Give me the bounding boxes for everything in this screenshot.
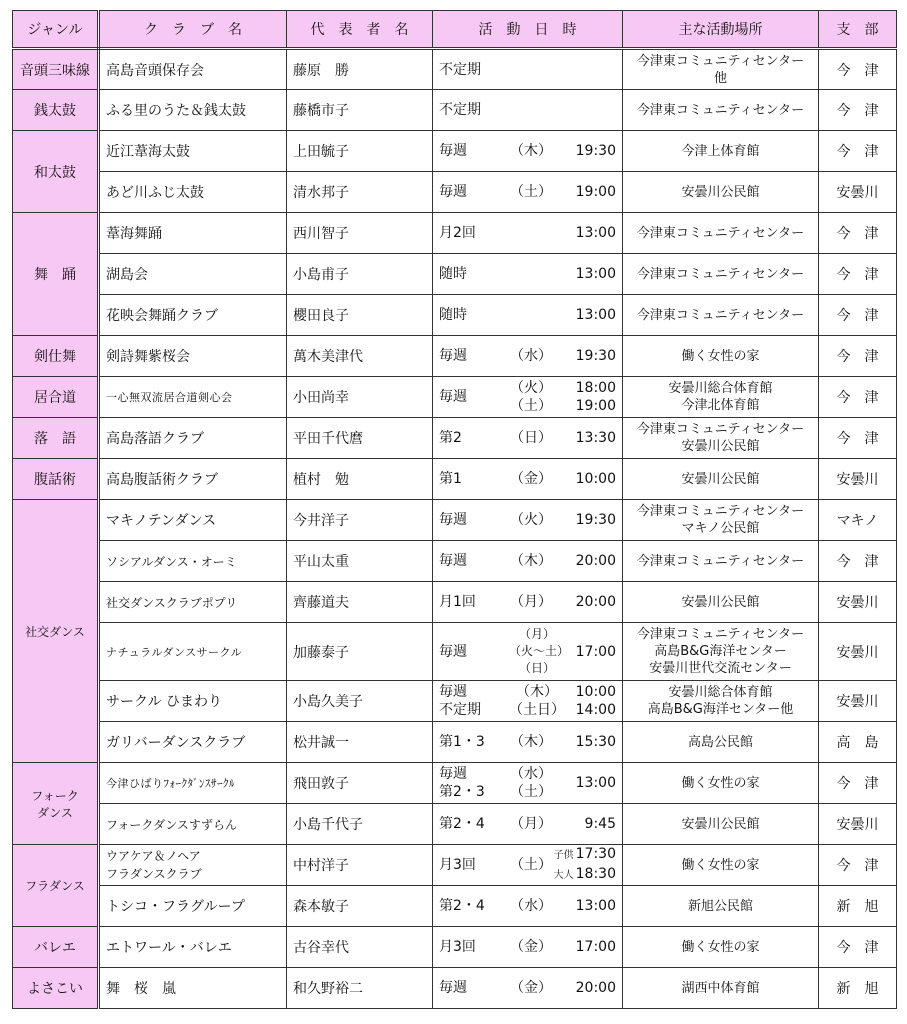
genre-cell: 落 語 bbox=[13, 418, 99, 459]
place-cell: 今津東コミュニティセンター bbox=[623, 541, 819, 582]
rep-cell: 齊藤道夫 bbox=[287, 582, 433, 623]
rep-cell: 松井誠一 bbox=[287, 722, 433, 763]
rep-cell: 植村 勉 bbox=[287, 459, 433, 500]
branch-cell: 今 津 bbox=[819, 295, 897, 336]
place-cell: 今津東コミュニティセンター bbox=[623, 90, 819, 131]
genre-cell: 腹話術 bbox=[13, 459, 99, 500]
rep-cell: 小田尚幸 bbox=[287, 377, 433, 418]
table-row bbox=[13, 377, 897, 418]
club-cell: ソシアルダンス・オーミ bbox=[99, 541, 287, 582]
rep-cell: 飛田敦子 bbox=[287, 763, 433, 804]
rep-cell: 藤橋市子 bbox=[287, 90, 433, 131]
branch-cell: 安曇川 bbox=[819, 681, 897, 722]
club-cell: エトワール・バレエ bbox=[99, 927, 287, 968]
club-cell: サークル ひまわり bbox=[99, 681, 287, 722]
club-cell: 社交ダンスクラブポプリ bbox=[99, 582, 287, 623]
activity-cell: 随時 13:00 bbox=[433, 295, 623, 336]
club-directory bbox=[12, 10, 896, 1014]
activity-cell: 毎週 第2・3 （水） （土） 13:00 bbox=[433, 763, 623, 804]
club-cell: マキノテンダンス bbox=[99, 500, 287, 541]
activity-cell: 毎週 （火） 19:30 bbox=[433, 500, 623, 541]
genre-cell: 銭太鼓 bbox=[13, 90, 99, 131]
branch-cell: 安曇川 bbox=[819, 459, 897, 500]
rep-cell: 加藤泰子 bbox=[287, 623, 433, 681]
branch-cell: 新 旭 bbox=[819, 886, 897, 927]
club-cell: 高島音頭保存会 bbox=[99, 49, 287, 90]
genre-cell: 舞 踊 bbox=[13, 213, 99, 336]
rep-cell: 平山太重 bbox=[287, 541, 433, 582]
club-cell: 葦海舞踊 bbox=[99, 213, 287, 254]
club-cell: トシコ・フラグループ bbox=[99, 886, 287, 927]
table-row bbox=[13, 722, 897, 763]
club-cell: ガリバーダンスクラブ bbox=[99, 722, 287, 763]
club-cell: 剣詩舞紫桜会 bbox=[99, 336, 287, 377]
club-cell: あど川ふじ太鼓 bbox=[99, 172, 287, 213]
branch-cell: 今 津 bbox=[819, 254, 897, 295]
table-row bbox=[13, 541, 897, 582]
rep-cell: 萬木美津代 bbox=[287, 336, 433, 377]
branch-cell: 安曇川 bbox=[819, 623, 897, 681]
table-row bbox=[13, 623, 897, 681]
branch-cell: 今 津 bbox=[819, 377, 897, 418]
table-row bbox=[13, 845, 897, 886]
rep-cell: 平田千代麿 bbox=[287, 418, 433, 459]
branch-cell: 今 津 bbox=[819, 541, 897, 582]
place-cell: 今津東コミュニティセンター 他 bbox=[623, 49, 819, 90]
table-row bbox=[13, 49, 897, 90]
branch-cell: 今 津 bbox=[819, 418, 897, 459]
branch-cell: 安曇川 bbox=[819, 804, 897, 845]
branch-cell: 今 津 bbox=[819, 49, 897, 90]
activity-cell: 第2・4 （月） 9:45 bbox=[433, 804, 623, 845]
table-row bbox=[13, 172, 897, 213]
branch-cell: 今 津 bbox=[819, 927, 897, 968]
genre-cell: フォーク ダンス bbox=[13, 763, 99, 845]
table-row bbox=[13, 886, 897, 927]
branch-cell: 新 旭 bbox=[819, 968, 897, 1009]
activity-cell: 第2 （日） 13:30 bbox=[433, 418, 623, 459]
header-row bbox=[13, 11, 897, 49]
club-cell: フォークダンスすずらん bbox=[99, 804, 287, 845]
activity-cell: 毎週 （火） （土） 18:00 19:00 bbox=[433, 377, 623, 418]
activity-cell: 毎週 不定期 （木） （土日） 10:00 14:00 bbox=[433, 681, 623, 722]
genre-cell: 居合道 bbox=[13, 377, 99, 418]
club-cell: 舞 桜 嵐 bbox=[99, 968, 287, 1009]
rep-cell: 西川智子 bbox=[287, 213, 433, 254]
rep-cell: 小島久美子 bbox=[287, 681, 433, 722]
header-rep: 代 表 者 名 bbox=[287, 11, 433, 49]
rep-cell: 櫻田良子 bbox=[287, 295, 433, 336]
place-cell: 安曇川総合体育館 高島B&G海洋センター他 bbox=[623, 681, 819, 722]
place-cell: 湖西中体育館 bbox=[623, 968, 819, 1009]
table-row bbox=[13, 927, 897, 968]
table-row bbox=[13, 763, 897, 804]
place-cell: 今津東コミュニティセンター マキノ公民館 bbox=[623, 500, 819, 541]
place-cell: 今津東コミュニティセンター bbox=[623, 254, 819, 295]
place-cell: 安曇川公民館 bbox=[623, 582, 819, 623]
genre-cell: よさこい bbox=[13, 968, 99, 1009]
activity-cell: 不定期 bbox=[433, 90, 623, 131]
activity-cell: 第2・4 （水） 13:00 bbox=[433, 886, 623, 927]
rep-cell: 上田毓子 bbox=[287, 131, 433, 172]
table-row bbox=[13, 254, 897, 295]
club-cell: 今津ひばりﾌｫｰｸﾀﾞﾝｽｻｰｸﾙ bbox=[99, 763, 287, 804]
club-cell: ウアケア＆ノヘア フラダンスクラブ bbox=[99, 845, 287, 886]
header-genre: ジャンル bbox=[13, 11, 99, 49]
table-row bbox=[13, 582, 897, 623]
activity-cell: 毎週 （水） 19:30 bbox=[433, 336, 623, 377]
place-cell: 高島公民館 bbox=[623, 722, 819, 763]
rep-cell: 小島千代子 bbox=[287, 804, 433, 845]
header-place: 主な活動場所 bbox=[623, 11, 819, 49]
rep-cell: 中村洋子 bbox=[287, 845, 433, 886]
club-cell: 湖島会 bbox=[99, 254, 287, 295]
place-cell: 今津東コミュニティセンター bbox=[623, 213, 819, 254]
genre-cell: 音頭三味線 bbox=[13, 49, 99, 90]
branch-cell: 安曇川 bbox=[819, 582, 897, 623]
place-cell: 働く女性の家 bbox=[623, 845, 819, 886]
club-cell: 高島落語クラブ bbox=[99, 418, 287, 459]
table-row bbox=[13, 336, 897, 377]
branch-cell: 今 津 bbox=[819, 213, 897, 254]
club-cell: ふる里のうた＆銭太鼓 bbox=[99, 90, 287, 131]
club-cell: 高島腹話術クラブ bbox=[99, 459, 287, 500]
place-cell: 働く女性の家 bbox=[623, 763, 819, 804]
table-row bbox=[13, 804, 897, 845]
activity-cell: 月2回 13:00 bbox=[433, 213, 623, 254]
genre-cell: フラダンス bbox=[13, 845, 99, 927]
activity-cell: 月3回 （金） 17:00 bbox=[433, 927, 623, 968]
branch-cell: 安曇川 bbox=[819, 172, 897, 213]
table-row bbox=[13, 500, 897, 541]
branch-cell: 今 津 bbox=[819, 131, 897, 172]
place-cell: 働く女性の家 bbox=[623, 336, 819, 377]
activity-cell: 月1回 （月） 20:00 bbox=[433, 582, 623, 623]
activity-cell: 月3回 （土） 子供 17:30 大人 18:30 bbox=[433, 845, 623, 886]
genre-cell: 社交ダンス bbox=[13, 500, 99, 763]
activity-cell: 毎週 （土） 19:00 bbox=[433, 172, 623, 213]
activity-cell: 第1 （金） 10:00 bbox=[433, 459, 623, 500]
place-cell: 今津東コミュニティセンター 安曇川公民館 bbox=[623, 418, 819, 459]
genre-cell: バレエ bbox=[13, 927, 99, 968]
place-cell: 安曇川公民館 bbox=[623, 459, 819, 500]
table-row bbox=[13, 459, 897, 500]
rep-cell: 今井洋子 bbox=[287, 500, 433, 541]
header-club: ク ラ ブ 名 bbox=[99, 11, 287, 49]
club-cell: ナチュラルダンスサークル bbox=[99, 623, 287, 681]
activity-cell: 毎週 （月） （火～土） （日） 17:00 bbox=[433, 623, 623, 681]
table-row bbox=[13, 131, 897, 172]
place-cell: 今津東コミュニティセンター bbox=[623, 295, 819, 336]
rep-cell: 藤原 勝 bbox=[287, 49, 433, 90]
activity-cell: 不定期 bbox=[433, 49, 623, 90]
table-row bbox=[13, 968, 897, 1009]
branch-cell: 今 津 bbox=[819, 90, 897, 131]
branch-cell: 高 島 bbox=[819, 722, 897, 763]
table-row bbox=[13, 90, 897, 131]
place-cell: 新旭公民館 bbox=[623, 886, 819, 927]
activity-cell: 毎週 （金） 20:00 bbox=[433, 968, 623, 1009]
header-branch: 支 部 bbox=[819, 11, 897, 49]
genre-cell: 和太鼓 bbox=[13, 131, 99, 213]
table-row bbox=[13, 295, 897, 336]
place-cell: 安曇川公民館 bbox=[623, 804, 819, 845]
rep-cell: 和久野裕二 bbox=[287, 968, 433, 1009]
club-cell: 花映会舞踊クラブ bbox=[99, 295, 287, 336]
branch-cell: マキノ bbox=[819, 500, 897, 541]
branch-cell: 今 津 bbox=[819, 845, 897, 886]
activity-cell: 随時 13:00 bbox=[433, 254, 623, 295]
club-cell: 一心無双流居合道剣心会 bbox=[99, 377, 287, 418]
place-cell: 働く女性の家 bbox=[623, 927, 819, 968]
activity-cell: 毎週 （木） 19:30 bbox=[433, 131, 623, 172]
club-table bbox=[12, 10, 897, 1009]
place-cell: 今津上体育館 bbox=[623, 131, 819, 172]
place-cell: 安曇川公民館 bbox=[623, 172, 819, 213]
header-activity: 活 動 日 時 bbox=[433, 11, 623, 49]
activity-cell: 第1・3 （木） 15:30 bbox=[433, 722, 623, 763]
rep-cell: 小島甫子 bbox=[287, 254, 433, 295]
table-row bbox=[13, 213, 897, 254]
place-cell: 安曇川総合体育館 今津北体育館 bbox=[623, 377, 819, 418]
rep-cell: 森本敏子 bbox=[287, 886, 433, 927]
table-row bbox=[13, 681, 897, 722]
table-row bbox=[13, 418, 897, 459]
rep-cell: 古谷幸代 bbox=[287, 927, 433, 968]
genre-cell: 剣仕舞 bbox=[13, 336, 99, 377]
branch-cell: 今 津 bbox=[819, 336, 897, 377]
club-cell: 近江葦海太鼓 bbox=[99, 131, 287, 172]
place-cell: 今津東コミュニティセンター 高島B&G海洋センター 安曇川世代交流センター bbox=[623, 623, 819, 681]
rep-cell: 清水邦子 bbox=[287, 172, 433, 213]
branch-cell: 今 津 bbox=[819, 763, 897, 804]
activity-cell: 毎週 （木） 20:00 bbox=[433, 541, 623, 582]
